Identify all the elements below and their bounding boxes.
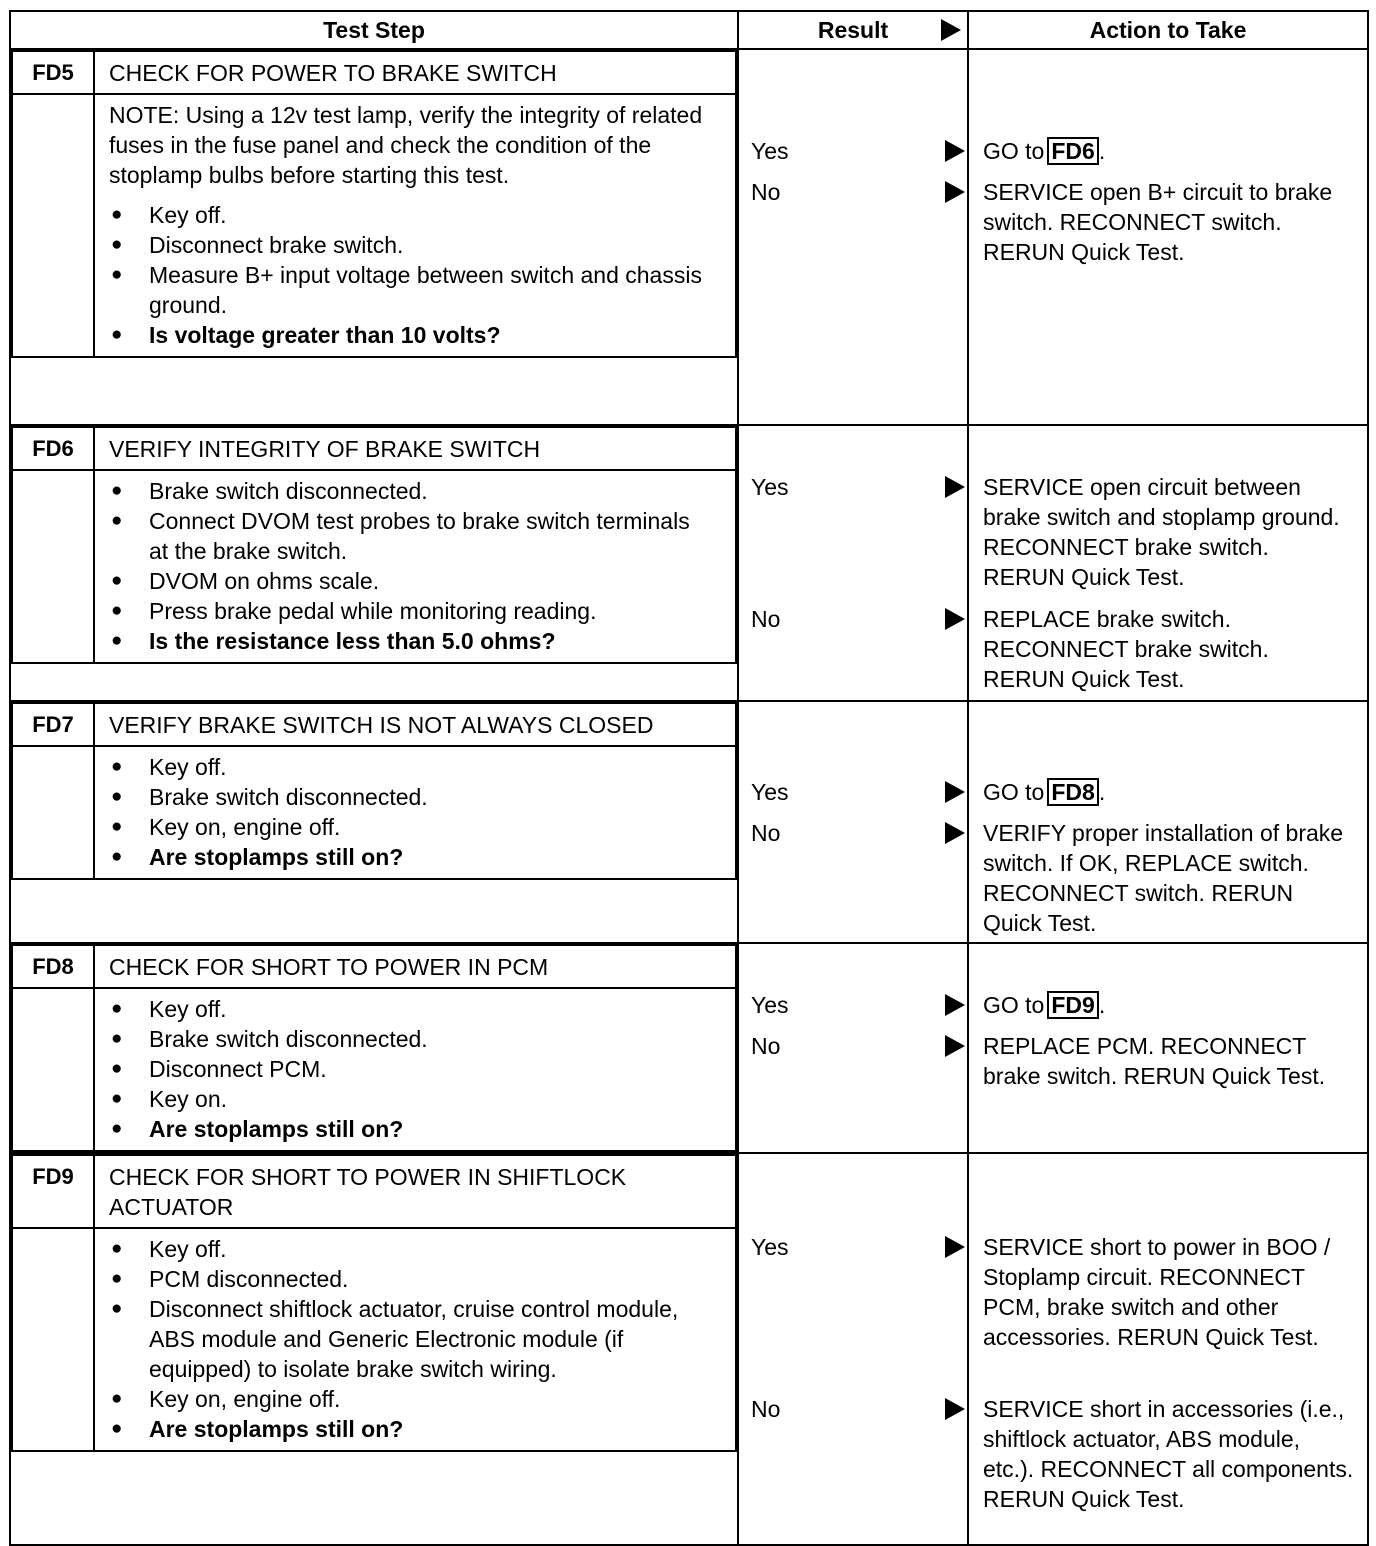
step-id: FD9 [12, 1155, 94, 1228]
header-row [10, 11, 1368, 49]
result-yes: Yes [751, 474, 789, 500]
header-test-step: Test Step [10, 11, 738, 49]
step-body [94, 988, 736, 1151]
action-cell [968, 701, 1368, 943]
arrow-right-icon [945, 822, 965, 844]
header-result-label: Result [817, 16, 889, 43]
step-item: ● DVOM on ohms scale. [109, 566, 715, 596]
header-result [738, 11, 968, 49]
step-cell [10, 701, 738, 943]
step-item: ● Key on. [109, 1084, 715, 1114]
arrow-right-icon [945, 781, 965, 803]
result-yes: Yes [751, 992, 789, 1018]
arrow-right-icon [945, 1398, 965, 1420]
step-body [94, 94, 736, 357]
step-cell [10, 49, 738, 425]
result-no: No [751, 179, 781, 205]
step-id: FD8 [12, 945, 94, 988]
action-cell [968, 943, 1368, 1153]
step-cell [10, 425, 738, 701]
result-cell [738, 943, 968, 1153]
step-item: ● Key off. [109, 200, 715, 230]
step-title: CHECK FOR SHORT TO POWER IN SHIFTLOCK ACTUATOR [94, 1155, 736, 1228]
result-yes: Yes [751, 779, 789, 805]
action-yes: SERVICE open circuit between brake switch and stoplamp ground. RECONNECT brake switch. RERUN Quick Test. [983, 474, 1340, 590]
result-no: No [751, 1396, 781, 1422]
step-item: ● Disconnect brake switch. [109, 230, 715, 260]
step-reference-link[interactable]: FD9 [1047, 991, 1098, 1019]
step-item: ● Connect DVOM test probes to brake switch terminals at the brake switch. [109, 506, 715, 566]
step-id: FD6 [12, 427, 94, 470]
action-no: SERVICE open B+ circuit to brake switch. RECONNECT switch. RERUN Quick Test. [983, 179, 1333, 265]
result-cell [738, 1153, 968, 1545]
action-suffix: . [1098, 992, 1106, 1018]
action-yes [983, 136, 1355, 166]
step-body [94, 1228, 736, 1451]
step-id: FD7 [12, 703, 94, 746]
step-item: ● Brake switch disconnected. [109, 476, 715, 506]
step-item: ● Brake switch disconnected. [109, 1024, 715, 1054]
arrow-right-icon [945, 1035, 965, 1057]
step-item: ● Key on, engine off. [109, 812, 715, 842]
action-cell [968, 1153, 1368, 1545]
step-item: ● Measure B+ input voltage between switch and chassis ground. [109, 260, 715, 320]
diagnostic-table [9, 10, 1369, 1546]
result-no: No [751, 606, 781, 632]
action-cell [968, 49, 1368, 425]
step-cell [10, 943, 738, 1153]
test-row-fd7 [10, 701, 1368, 943]
step-item: ● PCM disconnected. [109, 1264, 715, 1294]
step-title: CHECK FOR SHORT TO POWER IN PCM [94, 945, 736, 988]
header-action: Action to Take [968, 11, 1368, 49]
arrow-right-icon [945, 1236, 965, 1258]
step-reference-link[interactable]: FD8 [1047, 778, 1098, 806]
test-row-fd9 [10, 1153, 1368, 1545]
action-suffix: . [1098, 779, 1106, 805]
step-item: ● Key off. [109, 752, 715, 782]
arrow-right-icon [941, 19, 961, 41]
action-no: REPLACE brake switch. RECONNECT brake switch. RERUN Quick Test. [983, 606, 1269, 692]
result-yes: Yes [751, 138, 789, 164]
step-question: ● Is the resistance less than 5.0 ohms? [109, 626, 715, 656]
step-title: VERIFY INTEGRITY OF BRAKE SWITCH [94, 427, 736, 470]
action-no: VERIFY proper installation of brake switch. If OK, REPLACE switch. RECONNECT switch. RERUN Quick Test. [983, 820, 1344, 936]
arrow-right-icon [945, 140, 965, 162]
step-item: ● Disconnect PCM. [109, 1054, 715, 1084]
result-cell [738, 49, 968, 425]
step-title: VERIFY BRAKE SWITCH IS NOT ALWAYS CLOSED [94, 703, 736, 746]
step-item: ● Press brake pedal while monitoring reading. [109, 596, 715, 626]
action-yes [983, 990, 1355, 1020]
action-no: REPLACE PCM. RECONNECT brake switch. RERUN Quick Test. [983, 1033, 1326, 1089]
result-no: No [751, 820, 781, 846]
arrow-right-icon [945, 476, 965, 498]
step-cell [10, 1153, 738, 1545]
test-row-fd8 [10, 943, 1368, 1153]
action-text: GO to [983, 138, 1045, 164]
step-question: ● Are stoplamps still on? [109, 1114, 715, 1144]
step-item: ● Key off. [109, 994, 715, 1024]
step-id: FD5 [12, 51, 94, 94]
step-question: ● Are stoplamps still on? [109, 1414, 715, 1444]
action-yes [983, 777, 1355, 807]
step-title: CHECK FOR POWER TO BRAKE SWITCH [94, 51, 736, 94]
step-item: ● Key off. [109, 1234, 715, 1264]
step-note: NOTE: Using a 12v test lamp, verify the integrity of related fuses in the fuse panel and check the condition of the stoplamp bulbs before starting this test. [109, 102, 703, 188]
arrow-right-icon [945, 608, 965, 630]
result-yes: Yes [751, 1234, 789, 1260]
result-cell [738, 701, 968, 943]
step-question: ● Are stoplamps still on? [109, 842, 715, 872]
action-no: SERVICE short in accessories (i.e., shiftlock actuator, ABS module, etc.). RECONNECT all components. RERUN Quick Test. [983, 1396, 1354, 1512]
test-row-fd6 [10, 425, 1368, 701]
result-no: No [751, 1033, 781, 1059]
action-text: GO to [983, 992, 1045, 1018]
step-item: ● Key on, engine off. [109, 1384, 715, 1414]
arrow-right-icon [945, 181, 965, 203]
test-row-fd5 [10, 49, 1368, 425]
step-body [94, 746, 736, 879]
result-cell [738, 425, 968, 701]
step-item: ● Brake switch disconnected. [109, 782, 715, 812]
step-item: ● Disconnect shiftlock actuator, cruise control module, ABS module and Generic Electronic module (if equipped) to isolate brake switch wiring. [109, 1294, 715, 1384]
action-yes: SERVICE short to power in BOO / Stoplamp circuit. RECONNECT PCM, brake switch and other accessories. RERUN Quick Test. [983, 1234, 1331, 1350]
arrow-right-icon [945, 994, 965, 1016]
action-text: GO to [983, 779, 1045, 805]
action-cell [968, 425, 1368, 701]
step-body [94, 470, 736, 663]
step-question: ● Is voltage greater than 10 volts? [109, 320, 715, 350]
step-reference-link[interactable]: FD6 [1047, 137, 1098, 165]
action-suffix: . [1098, 138, 1106, 164]
